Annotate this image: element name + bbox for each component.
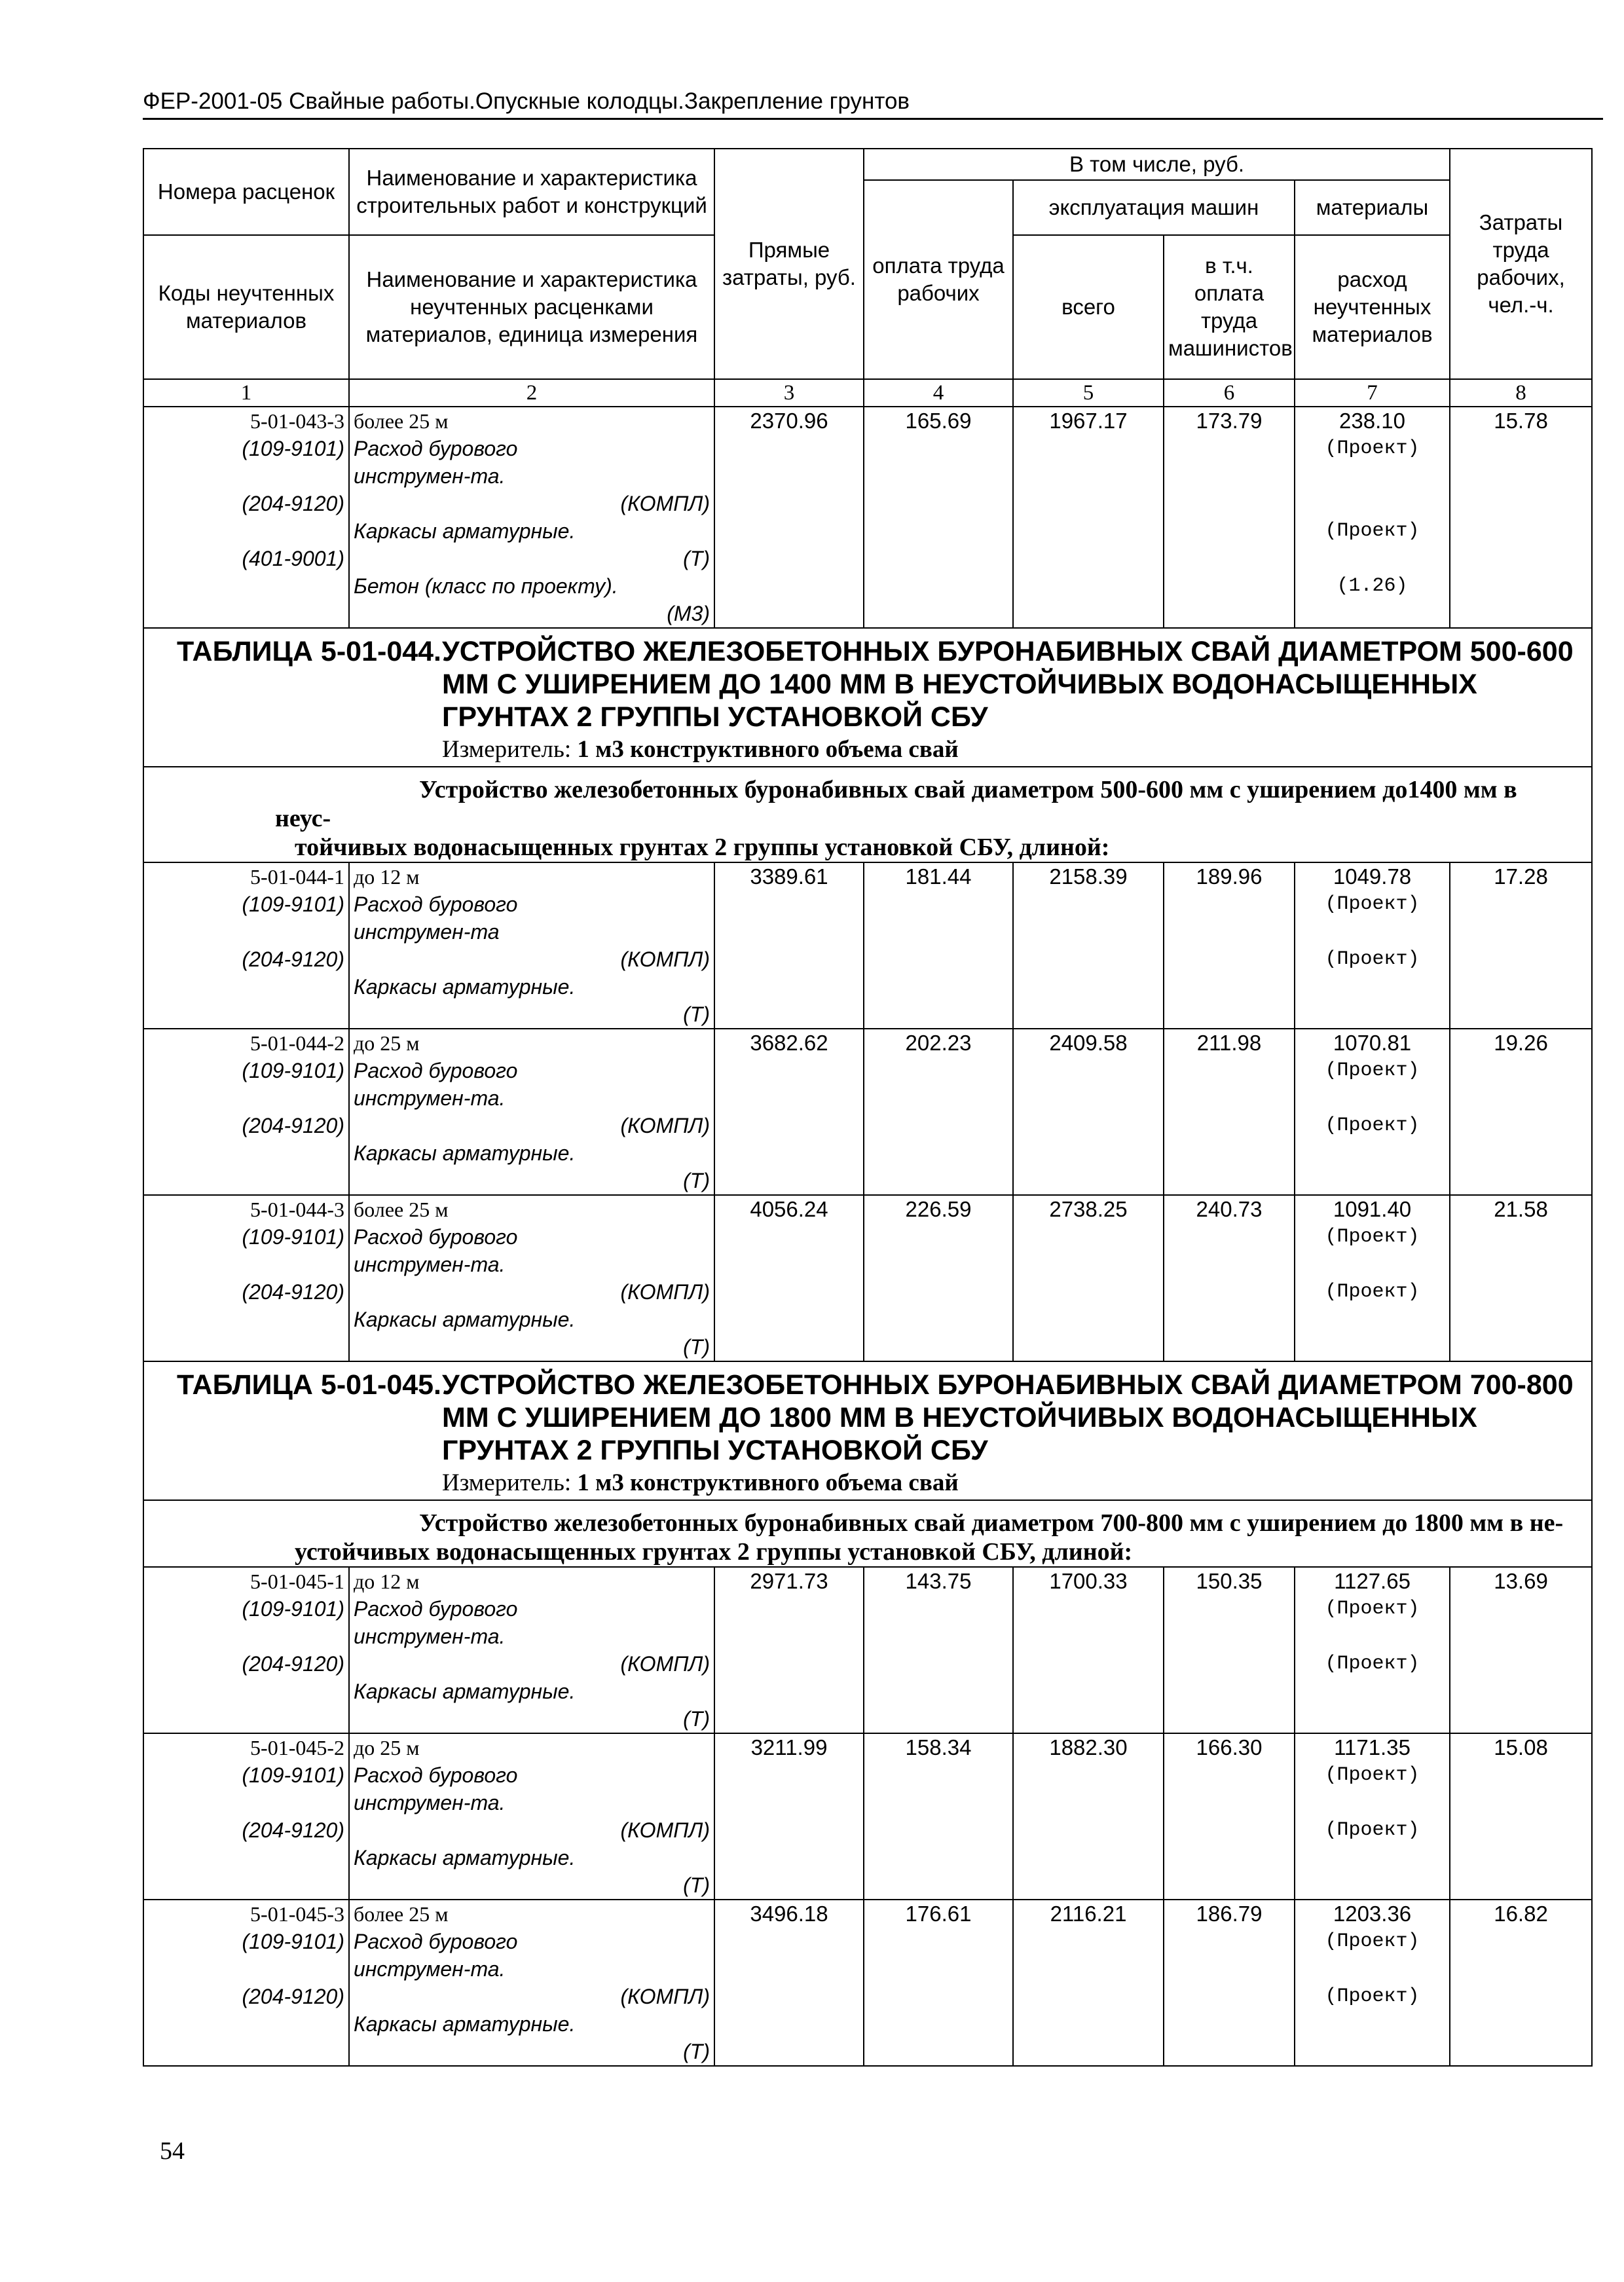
column-numbers-row: [143, 379, 1592, 407]
col-direct-header: Прямые затраты, руб.: [714, 149, 864, 379]
col-codes-header: Номера расценок: [143, 149, 349, 235]
material-unit: (КОМПЛ): [620, 1652, 710, 1676]
rate-name: более 25 м: [354, 1902, 449, 1926]
material-qty: (Проект): [1325, 1059, 1420, 1082]
col-name-header: Наименование и характеристика строительных работ и конструкций: [349, 149, 714, 235]
wages-cost: 181.44: [864, 862, 1013, 1029]
materials-cost: 1127.65: [1334, 1569, 1411, 1593]
rate-code: 5-01-045-1: [250, 1570, 344, 1593]
material-code: (204-9120): [242, 1652, 344, 1676]
col-machines-total-header: всего: [1013, 235, 1164, 379]
material-code: (109-9101): [242, 1763, 344, 1787]
materials-cost: 1091.40: [1333, 1197, 1412, 1221]
rate-row: [143, 1733, 1592, 1900]
material-unit: (КОМПЛ): [620, 1280, 710, 1304]
col-machines-wages-header: в т.ч. оплата труда машинистов: [1164, 235, 1295, 379]
machines-wages-cost: 150.35: [1164, 1567, 1295, 1733]
material-name: Расход бурового инструмен-та.: [354, 1763, 518, 1814]
measure-label: Измеритель:: [442, 1469, 572, 1496]
material-code: (109-9101): [242, 893, 344, 916]
rate-names-cell: [349, 862, 714, 1029]
materials-cell: [1295, 1900, 1450, 2066]
labor-cost: 16.82: [1450, 1900, 1592, 2066]
rate-code: 5-01-043-3: [250, 409, 344, 433]
rate-names-cell: [349, 407, 714, 628]
table-title: УСТРОЙСТВО ЖЕЛЕЗОБЕТОННЫХ БУРОНАБИВНЫХ СВАЙ ДИАМЕТРОМ 700-800 ММ С УШИРЕНИЕМ ДО 1800 ММ В НЕУСТОЙЧИВЫХ ВОДОНАСЫЩЕННЫХ ГРУНТАХ 2 ГРУППЫ УСТАНОВКОЙ СБУ: [442, 1369, 1574, 1466]
rate-codes-cell: [143, 407, 349, 628]
rate-codes-cell: [143, 1733, 349, 1900]
machines-cost: 2158.39: [1013, 862, 1164, 1029]
column-number: 2: [349, 379, 714, 407]
rate-codes-cell: [143, 1029, 349, 1195]
rate-name: до 12 м: [354, 865, 420, 889]
material-code: (204-9120): [242, 948, 344, 971]
rate-name: более 25 м: [354, 1198, 449, 1221]
header-rule: [143, 118, 1603, 120]
rate-code: 5-01-044-3: [250, 1198, 344, 1221]
table-label: ТАБЛИЦА 5-01-045.: [177, 1369, 442, 1401]
machines-wages-cost: 166.30: [1164, 1733, 1295, 1900]
measure-value: 1 м3 конструктивного объема свай: [577, 736, 959, 763]
rate-name: до 25 м: [354, 1736, 420, 1759]
machines-cost: 2409.58: [1013, 1029, 1164, 1195]
rate-row: [143, 407, 1592, 628]
material-unit: (Т): [683, 1873, 710, 1897]
rate-row: [143, 1900, 1592, 2066]
description-line: Устройство железобетонных буронабивных свай диаметром 700-800 мм с уширением до 1800 мм в не-: [419, 1509, 1564, 1537]
running-header: ФЕР-2001-05 Свайные работы.Опускные колодцы.Закрепление грунтов: [143, 88, 910, 114]
description-line: устойчивых водонасыщенных грунтах 2 группы установкой СБУ, длиной:: [295, 1538, 1133, 1566]
material-qty: (Проект): [1325, 1226, 1420, 1248]
table-title-row: [143, 1361, 1592, 1500]
material-qty: (Проект): [1325, 1985, 1420, 2008]
measure: [177, 733, 1591, 766]
material-unit: (КОМПЛ): [620, 1114, 710, 1137]
direct-cost: 3682.62: [714, 1029, 864, 1195]
table-title-cell: [143, 1361, 1592, 1500]
material-qty: (Проект): [1325, 520, 1420, 542]
materials-cell: [1295, 1567, 1450, 1733]
rate-code: 5-01-044-1: [250, 865, 344, 889]
materials-cell: [1295, 1733, 1450, 1900]
rate-codes-cell: [143, 862, 349, 1029]
table-desc-row: [143, 767, 1592, 862]
machines-wages-cost: 173.79: [1164, 407, 1295, 628]
material-unit: (Т): [683, 547, 710, 570]
direct-cost: 2370.96: [714, 407, 864, 628]
wages-cost: 176.61: [864, 1900, 1013, 2066]
machines-wages-cost: 189.96: [1164, 862, 1295, 1029]
material-qty: (Проект): [1325, 1930, 1420, 1953]
labor-cost: 15.08: [1450, 1733, 1592, 1900]
direct-cost: 3496.18: [714, 1900, 864, 2066]
column-number: 5: [1013, 379, 1164, 407]
material-name: Расход бурового инструмен-та: [354, 893, 518, 944]
material-unit: (Т): [683, 1003, 710, 1026]
wages-cost: 202.23: [864, 1029, 1013, 1195]
material-name: Каркасы арматурные.: [354, 519, 576, 543]
material-code: (109-9101): [242, 1597, 344, 1621]
material-qty: (Проект): [1325, 948, 1420, 970]
wages-cost: 226.59: [864, 1195, 1013, 1361]
rate-names-cell: [349, 1733, 714, 1900]
column-number: 4: [864, 379, 1013, 407]
materials-cell: [1295, 407, 1450, 628]
measure: [177, 1467, 1591, 1500]
material-code: (109-9101): [242, 437, 344, 460]
direct-cost: 4056.24: [714, 1195, 864, 1361]
machines-cost: 2738.25: [1013, 1195, 1164, 1361]
table-description: [143, 767, 1592, 862]
machines-wages-cost: 211.98: [1164, 1029, 1295, 1195]
material-unit: (КОМПЛ): [620, 1818, 710, 1842]
col-name-subheader: Наименование и характеристика неучтенных расценками материалов, единица измерения: [349, 235, 714, 379]
labor-cost: 19.26: [1450, 1029, 1592, 1195]
material-unit: (Т): [683, 1335, 710, 1359]
rate-names-cell: [349, 1900, 714, 2066]
rate-name: до 25 м: [354, 1031, 420, 1055]
labor-cost: 15.78: [1450, 407, 1592, 628]
materials-cell: [1295, 1029, 1450, 1195]
material-unit: (КОМПЛ): [620, 1985, 710, 2008]
labor-cost: 17.28: [1450, 862, 1592, 1029]
col-codes-subheader: Коды неучтенных материалов: [143, 235, 349, 379]
table-desc-row: [143, 1500, 1592, 1567]
col-materials-unaccounted-header: расход неучтенных материалов: [1295, 235, 1450, 379]
column-number: 7: [1295, 379, 1450, 407]
material-code: (109-9101): [242, 1059, 344, 1082]
material-code: (401-9001): [242, 547, 344, 570]
direct-cost: 3211.99: [714, 1733, 864, 1900]
materials-cell: [1295, 1195, 1450, 1361]
table-title: УСТРОЙСТВО ЖЕЛЕЗОБЕТОННЫХ БУРОНАБИВНЫХ СВАЙ ДИАМЕТРОМ 500-600 ММ С УШИРЕНИЕМ ДО 1400 ММ В НЕУСТОЙЧИВЫХ ВОДОНАСЫЩЕННЫХ ГРУНТАХ 2 ГРУППЫ УСТАНОВКОЙ СБУ: [442, 636, 1574, 733]
material-unit: (М3): [667, 602, 710, 625]
rate-code: 5-01-045-3: [250, 1902, 344, 1926]
material-name: Каркасы арматурные.: [354, 1680, 576, 1703]
col-machines-header: эксплуатация машин: [1013, 180, 1295, 235]
column-number: 3: [714, 379, 864, 407]
rate-code: 5-01-044-2: [250, 1031, 344, 1055]
table-label: ТАБЛИЦА 5-01-044.: [177, 636, 442, 667]
rate-codes-cell: [143, 1567, 349, 1733]
material-unit: (КОМПЛ): [620, 492, 710, 515]
material-qty: (Проект): [1325, 1819, 1420, 1841]
material-name: Расход бурового инструмен-та.: [354, 1930, 518, 1981]
rate-names-cell: [349, 1029, 714, 1195]
wages-cost: 158.34: [864, 1733, 1013, 1900]
rate-codes-cell: [143, 1900, 349, 2066]
material-name: Каркасы арматурные.: [354, 2012, 576, 2036]
material-code: (109-9101): [242, 1930, 344, 1953]
material-qty: (Проект): [1325, 1764, 1420, 1786]
rate-row: [143, 862, 1592, 1029]
material-qty: (Проект): [1325, 1114, 1420, 1137]
rate-names-cell: [349, 1195, 714, 1361]
wages-cost: 165.69: [864, 407, 1013, 628]
table-title-cell: [143, 628, 1592, 767]
material-name: Каркасы арматурные.: [354, 1846, 576, 1869]
direct-cost: 2971.73: [714, 1567, 864, 1733]
rate-name: более 25 м: [354, 409, 449, 433]
material-unit: (Т): [683, 2040, 710, 2063]
material-unit: (Т): [683, 1169, 710, 1192]
material-code: (204-9120): [242, 1114, 344, 1137]
material-name: Каркасы арматурные.: [354, 1308, 576, 1331]
material-code: (109-9101): [242, 1225, 344, 1249]
materials-cost: 1070.81: [1333, 1031, 1412, 1055]
materials-cost: 1171.35: [1334, 1735, 1411, 1759]
machines-wages-cost: 240.73: [1164, 1195, 1295, 1361]
wages-cost: 143.75: [864, 1567, 1013, 1733]
material-name: Расход бурового инструмен-та.: [354, 437, 518, 488]
machines-cost: 2116.21: [1013, 1900, 1164, 2066]
measure-label: Измеритель:: [442, 736, 572, 763]
material-qty: (Проект): [1325, 1598, 1420, 1620]
materials-cost: 1203.36: [1333, 1902, 1412, 1926]
material-unit: (КОМПЛ): [620, 948, 710, 971]
material-qty: (Проект): [1325, 1653, 1420, 1675]
rate-codes-cell: [143, 1195, 349, 1361]
material-code: (204-9120): [242, 1818, 344, 1842]
direct-cost: 3389.61: [714, 862, 864, 1029]
column-number: 8: [1450, 379, 1592, 407]
material-unit: (Т): [683, 1707, 710, 1731]
description-line: тойчивых водонасыщенных грунтах 2 группы установкой СБУ, длиной:: [295, 834, 1110, 861]
material-name: Каркасы арматурные.: [354, 975, 576, 999]
material-qty: (Проект): [1325, 893, 1420, 915]
material-name: Бетон (класс по проекту).: [354, 574, 618, 598]
machines-cost: 1882.30: [1013, 1733, 1164, 1900]
labor-cost: 21.58: [1450, 1195, 1592, 1361]
rate-name: до 12 м: [354, 1570, 420, 1593]
description-line: Устройство железобетонных буронабивных свай диаметром 500-600 мм с уширением до1400 мм в неус-: [275, 776, 1517, 832]
material-name: Расход бурового инструмен-та.: [354, 1059, 518, 1110]
material-name: Расход бурового инструмен-та.: [354, 1597, 518, 1648]
price-table: [143, 148, 1593, 2067]
material-qty: (Проект): [1325, 1281, 1420, 1303]
machines-cost: 1967.17: [1013, 407, 1164, 628]
rate-names-cell: [349, 1567, 714, 1733]
material-qty: (Проект): [1325, 437, 1420, 460]
machines-wages-cost: 186.79: [1164, 1900, 1295, 2066]
rate-row: [143, 1195, 1592, 1361]
labor-cost: 13.69: [1450, 1567, 1592, 1733]
material-code: (204-9120): [242, 1985, 344, 2008]
col-materials-header: материалы: [1295, 180, 1450, 235]
material-code: (204-9120): [242, 492, 344, 515]
material-code: (204-9120): [242, 1280, 344, 1304]
measure-value: 1 м3 конструктивного объема свай: [577, 1469, 959, 1496]
table-description: [143, 1500, 1592, 1567]
column-number: 6: [1164, 379, 1295, 407]
col-labor-header: Затраты труда рабочих, чел.-ч.: [1450, 149, 1592, 379]
material-name: Расход бурового инструмен-та.: [354, 1225, 518, 1276]
col-including-header: В том числе, руб.: [864, 149, 1450, 180]
machines-cost: 1700.33: [1013, 1567, 1164, 1733]
column-number: 1: [143, 379, 349, 407]
material-qty: (1.26): [1337, 575, 1408, 597]
page-number: 54: [160, 2137, 185, 2165]
rate-row: [143, 1567, 1592, 1733]
materials-cost: 238.10: [1339, 409, 1405, 433]
rate-row: [143, 1029, 1592, 1195]
col-wages-header: оплата труда рабочих: [864, 180, 1013, 379]
table-title-row: [143, 628, 1592, 767]
material-name: Каркасы арматурные.: [354, 1141, 576, 1165]
rate-code: 5-01-045-2: [250, 1736, 344, 1759]
materials-cell: [1295, 862, 1450, 1029]
materials-cost: 1049.78: [1333, 864, 1412, 889]
